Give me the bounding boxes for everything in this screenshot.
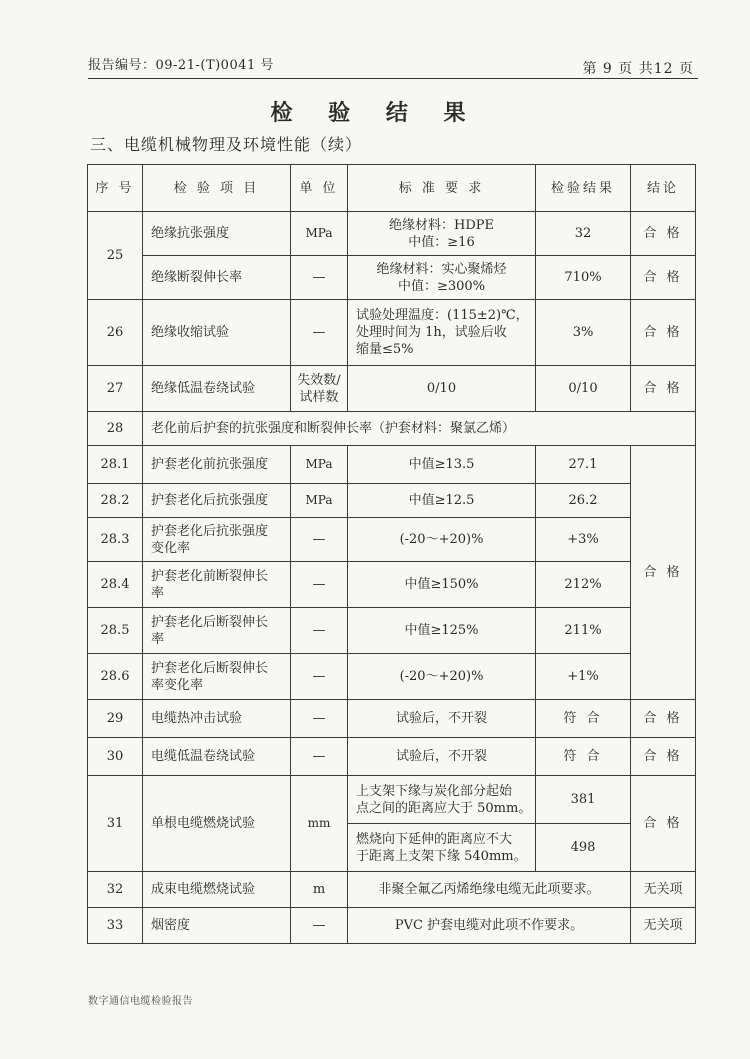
page-number: 第 9 页 共12 页: [582, 61, 694, 77]
row-unit: —: [291, 654, 348, 700]
row-group-title: 老化前后护套的抗张强度和断裂伸长率（护套材料：聚氯乙烯）: [143, 412, 696, 446]
row-no: 32: [88, 872, 143, 908]
row-conclusion: 无关项: [631, 908, 696, 944]
row-conclusion: 无关项: [631, 872, 696, 908]
row-requirement: [348, 300, 536, 366]
report-number: 报告编号：09-21-(T)0041 号: [88, 58, 274, 73]
item-line: 护套老化前断裂伸长: [151, 568, 269, 584]
table-row: [88, 212, 696, 256]
row-item: 电缆热冲击试验: [143, 700, 291, 738]
row-unit: —: [291, 608, 348, 654]
row-result: 211%: [536, 608, 631, 654]
row-conclusion: 合 格: [631, 700, 696, 738]
row-result: +3%: [536, 518, 631, 562]
req-line: 燃烧向下延伸的距离应不大: [356, 831, 513, 847]
row-conclusion: 合 格: [631, 256, 696, 300]
req-line: 中值：≥300%: [397, 278, 486, 294]
req-line: 点之间的距离应大于 50mm。: [356, 800, 532, 816]
unit-line: 试样数: [299, 389, 339, 405]
row-no: 25: [88, 212, 143, 300]
section-title: 三、电缆机械物理及环境性能（续）: [90, 135, 363, 154]
row-requirement: [348, 256, 536, 300]
row-item: 电缆低温卷绕试验: [143, 738, 291, 776]
table-row: [88, 654, 696, 700]
row-item: 绝缘抗张强度: [143, 212, 291, 256]
req-line: 于距离上支架下缘 540mm。: [356, 848, 527, 864]
req-line: 处理时间为 1h，试验后收: [356, 325, 507, 340]
col-conclusion: 结论: [631, 165, 696, 212]
row-requirement: 中值≥13.5: [348, 446, 536, 484]
row-requirement: 中值≥150%: [348, 562, 536, 608]
row-unit: [291, 366, 348, 412]
row-unit: —: [291, 700, 348, 738]
row-result: 32: [536, 212, 631, 256]
row-conclusion: 合 格: [631, 300, 696, 366]
row-result: 0/10: [536, 366, 631, 412]
row-no: 29: [88, 700, 143, 738]
row-result: 符 合: [536, 700, 631, 738]
table-row: [88, 738, 696, 776]
row-unit: mm: [291, 776, 348, 872]
row-no: 28.4: [88, 562, 143, 608]
row-conclusion: 合 格: [631, 776, 696, 872]
row-result: 212%: [536, 562, 631, 608]
req-line: 中值：≥16: [408, 234, 475, 250]
col-requirement: 标 准 要 求: [348, 165, 536, 212]
req-line: 绝缘材料：实心聚烯烃: [376, 261, 507, 277]
row-item: [143, 562, 291, 608]
item-line: 率: [151, 631, 165, 647]
row-result: 26.2: [536, 484, 631, 518]
row-conclusion: 合 格: [631, 738, 696, 776]
row-item: 绝缘断裂伸长率: [143, 256, 291, 300]
item-line: 护套老化后抗张强度: [151, 523, 269, 539]
row-no: 28: [88, 412, 143, 446]
req-line: 缩量≤5%: [356, 342, 414, 357]
row-unit: MPa: [291, 212, 348, 256]
footer-note: 数字通信电缆检验报告: [88, 996, 193, 1007]
row-conclusion: 合 格: [631, 212, 696, 256]
row-requirement: 试验后，不开裂: [348, 738, 536, 776]
unit-line: 失效数/: [297, 372, 341, 388]
table-row: [88, 518, 696, 562]
row-item: 护套老化后抗张强度: [143, 484, 291, 518]
table-row: [88, 776, 696, 824]
row-no: 30: [88, 738, 143, 776]
row-item: 烟密度: [143, 908, 291, 944]
row-requirement: [348, 776, 536, 824]
row-requirement: 中值≥125%: [348, 608, 536, 654]
row-no: 28.5: [88, 608, 143, 654]
table-row: [88, 366, 696, 412]
row-unit: MPa: [291, 446, 348, 484]
row-unit: —: [291, 562, 348, 608]
item-line: 率变化率: [151, 677, 204, 693]
row-item: [143, 654, 291, 700]
item-line: 变化率: [151, 540, 191, 556]
document-title: 检 验 结 果: [270, 100, 480, 126]
row-requirement: 中值≥12.5: [348, 484, 536, 518]
row-requirement: (-20～+20)%: [348, 654, 536, 700]
row-no: 31: [88, 776, 143, 872]
row-requirement: [348, 824, 536, 872]
row-item: 绝缘收缩试验: [143, 300, 291, 366]
row-unit: MPa: [291, 484, 348, 518]
table-row: [88, 908, 696, 944]
row-requirement: 试验后，不开裂: [348, 700, 536, 738]
row-requirement: 0/10: [348, 366, 536, 412]
req-line: 绝缘材料：HDPE: [389, 217, 494, 233]
row-no: 33: [88, 908, 143, 944]
item-line: 率: [151, 585, 165, 601]
item-line: 护套老化后断裂伸长: [151, 614, 269, 630]
row-unit: —: [291, 908, 348, 944]
table-header-row: [88, 165, 696, 212]
row-unit: —: [291, 256, 348, 300]
table-row: [88, 608, 696, 654]
row-requirement: (-20～+20)%: [348, 518, 536, 562]
item-line: 护套老化后断裂伸长: [151, 660, 269, 676]
row-unit: —: [291, 738, 348, 776]
row-no: 27: [88, 366, 143, 412]
row-item: [143, 518, 291, 562]
row-no: 26: [88, 300, 143, 366]
row-requirement: [348, 212, 536, 256]
row-unit: m: [291, 872, 348, 908]
row-unit: —: [291, 518, 348, 562]
row-item: 成束电缆燃烧试验: [143, 872, 291, 908]
row-item: [143, 608, 291, 654]
req-line: 试验处理温度：(115±2)℃，: [356, 308, 529, 323]
req-line: 上支架下缘与炭化部分起始: [356, 783, 513, 799]
table-row: [88, 872, 696, 908]
table-row: [88, 484, 696, 518]
results-table: [87, 164, 696, 944]
col-unit: 单 位: [291, 165, 348, 212]
row-result: 498: [536, 824, 631, 872]
row-result: 27.1: [536, 446, 631, 484]
row-requirement: PVC 护套电缆对此项不作要求。: [348, 908, 631, 944]
table-row: [88, 700, 696, 738]
table-row: [88, 562, 696, 608]
row-conclusion: 合 格: [631, 366, 696, 412]
page-header: [88, 52, 698, 79]
table-row: [88, 446, 696, 484]
row-conclusion: 合 格: [631, 446, 696, 700]
row-result: 符 合: [536, 738, 631, 776]
table-row: [88, 412, 696, 446]
col-no: 序 号: [88, 165, 143, 212]
table-row: [88, 256, 696, 300]
row-result: 381: [536, 776, 631, 824]
col-item: 检 验 项 目: [143, 165, 291, 212]
row-no: 28.2: [88, 484, 143, 518]
row-item: 护套老化前抗张强度: [143, 446, 291, 484]
row-result: +1%: [536, 654, 631, 700]
row-no: 28.3: [88, 518, 143, 562]
col-result: 检验结果: [536, 165, 631, 212]
row-item: 单根电缆燃烧试验: [143, 776, 291, 872]
row-item: 绝缘低温卷绕试验: [143, 366, 291, 412]
row-requirement: 非聚全氟乙丙烯绝缘电缆无此项要求。: [348, 872, 631, 908]
row-no: 28.1: [88, 446, 143, 484]
row-result: 3%: [536, 300, 631, 366]
row-unit: —: [291, 300, 348, 366]
row-result: 710%: [536, 256, 631, 300]
table-row: [88, 300, 696, 366]
row-no: 28.6: [88, 654, 143, 700]
